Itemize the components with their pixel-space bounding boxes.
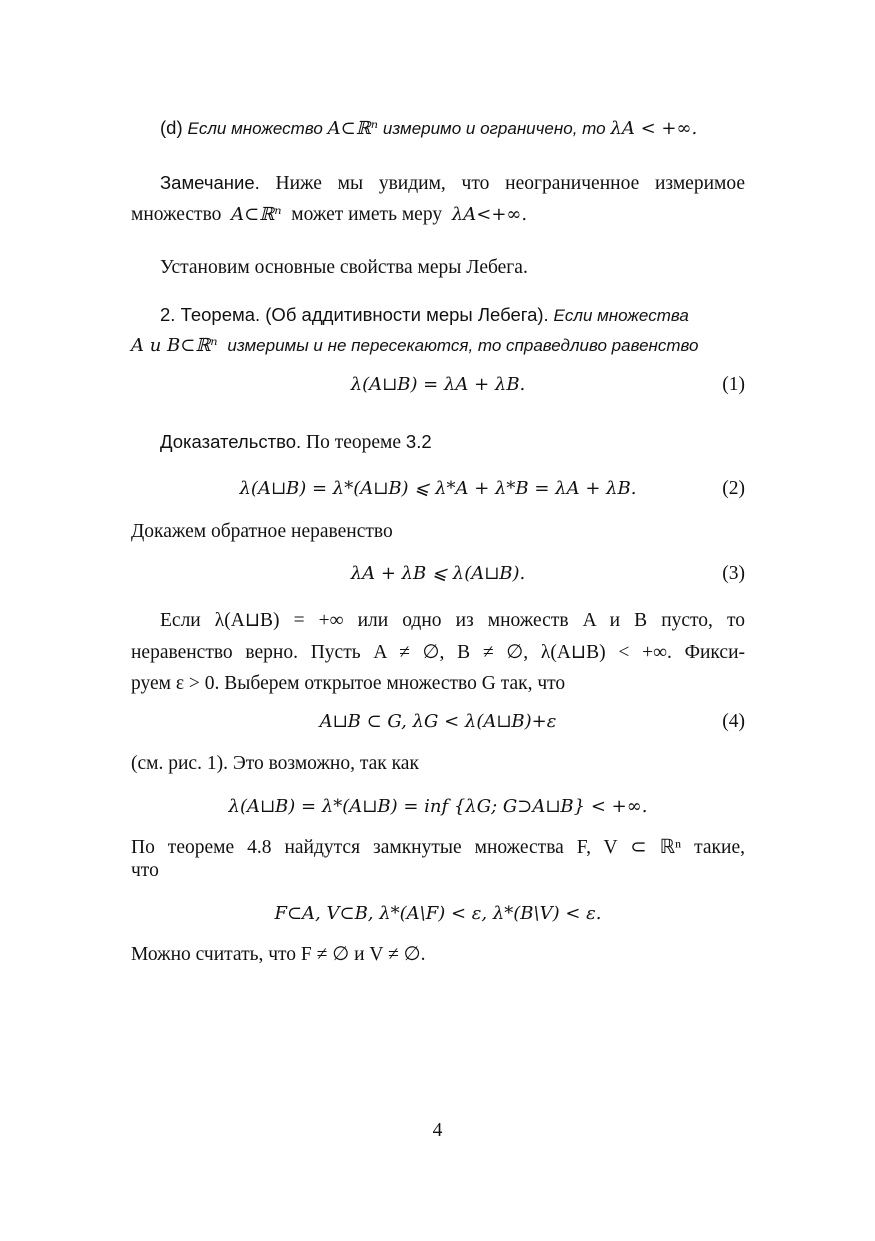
equation-4: A⊔B ⊂ G, λG < λ(A⊔B)+ε <box>319 711 557 732</box>
proof-line-1 <box>160 430 745 455</box>
remark-math-1: A⊂ℝⁿ <box>231 204 282 225</box>
equation-3: λA + λB ⩽ λ(A⊔B). <box>350 563 526 584</box>
proof-p1-line-2: неравенство верно. Пусть A ≠ ∅, B ≠ ∅, λ(A⊔B) < +∞. Фикси- <box>131 642 745 663</box>
proof-p1-line-3: руем ε > 0. Выберем открытое множество G так, что <box>131 673 566 694</box>
equation-4-number: (4) <box>722 711 745 732</box>
item-d-math: A⊂ℝⁿ <box>327 118 378 139</box>
equation-2-number: (2) <box>722 478 745 499</box>
theorem-text-1: Если множества <box>553 306 689 325</box>
page-number: 4 <box>432 1120 443 1141</box>
remark-line-2 <box>131 203 745 227</box>
item-d <box>160 116 745 141</box>
intro-line: Установим основные свойства меры Лебега. <box>160 257 528 278</box>
proof-label: Доказательство. <box>160 431 302 452</box>
proof-p1-line-1: Если λ(A⊔B) = +∞ или одно из множеств A и B пусто, то <box>160 610 745 631</box>
theorem-math: A и B⊂ℝⁿ <box>131 335 218 356</box>
equation-2: λ(A⊔B) = λ*(A⊔B) ⩽ λ*A + λ*B = λA + λB. <box>239 478 637 499</box>
equation-3-number: (3) <box>722 563 745 584</box>
item-d-text2: измеримо и ограничено, то <box>382 119 606 138</box>
item-d-math2: λA < +∞. <box>610 118 698 139</box>
theorem-label: 2. Теорема. (Об аддитивности меры Лебега). <box>160 304 549 325</box>
item-d-label: (d) <box>160 117 183 138</box>
reverse-line: Докажем обратное неравенство <box>131 521 393 542</box>
proof-p3-line-2: что <box>131 860 159 881</box>
equation-6: F⊂A, V⊂B, λ*(A\F) < ε, λ*(B\V) < ε. <box>274 903 602 924</box>
item-d-text: Если множество <box>187 119 323 138</box>
proof-ref: 3.2 <box>405 431 432 452</box>
proof-text: По теореме <box>306 432 402 453</box>
equation-1-number: (1) <box>722 374 745 395</box>
remark-line-1 <box>160 171 745 196</box>
equation-5: λ(A⊔B) = λ*(A⊔B) = inf {λG; G⊃A⊔B} < +∞. <box>228 796 648 817</box>
remark-math-2: λA<+∞. <box>451 204 528 225</box>
proof-p2-line-1: (см. рис. 1). Это возможно, так как <box>131 753 419 774</box>
remark-text-2a: множество <box>131 204 222 225</box>
proof-p4-line-1: Можно считать, что F ≠ ∅ и V ≠ ∅. <box>131 944 426 965</box>
equation-1: λ(A⊔B) = λA + λB. <box>350 374 526 395</box>
remark-label: Замечание. <box>160 172 260 193</box>
theorem-line-1 <box>160 303 745 328</box>
theorem-line-2 <box>131 334 745 358</box>
proof-p3-line-1: По теореме 4.8 найдутся замкнутые множества F, V ⊂ ℝⁿ такие, <box>131 837 745 858</box>
theorem-text-2: измеримы и не пересекаются, то справедливо равенство <box>227 336 699 355</box>
remark-text-2b: может иметь меру <box>291 204 443 225</box>
remark-text: Ниже мы увидим, что неограниченное измеримое <box>275 173 745 194</box>
